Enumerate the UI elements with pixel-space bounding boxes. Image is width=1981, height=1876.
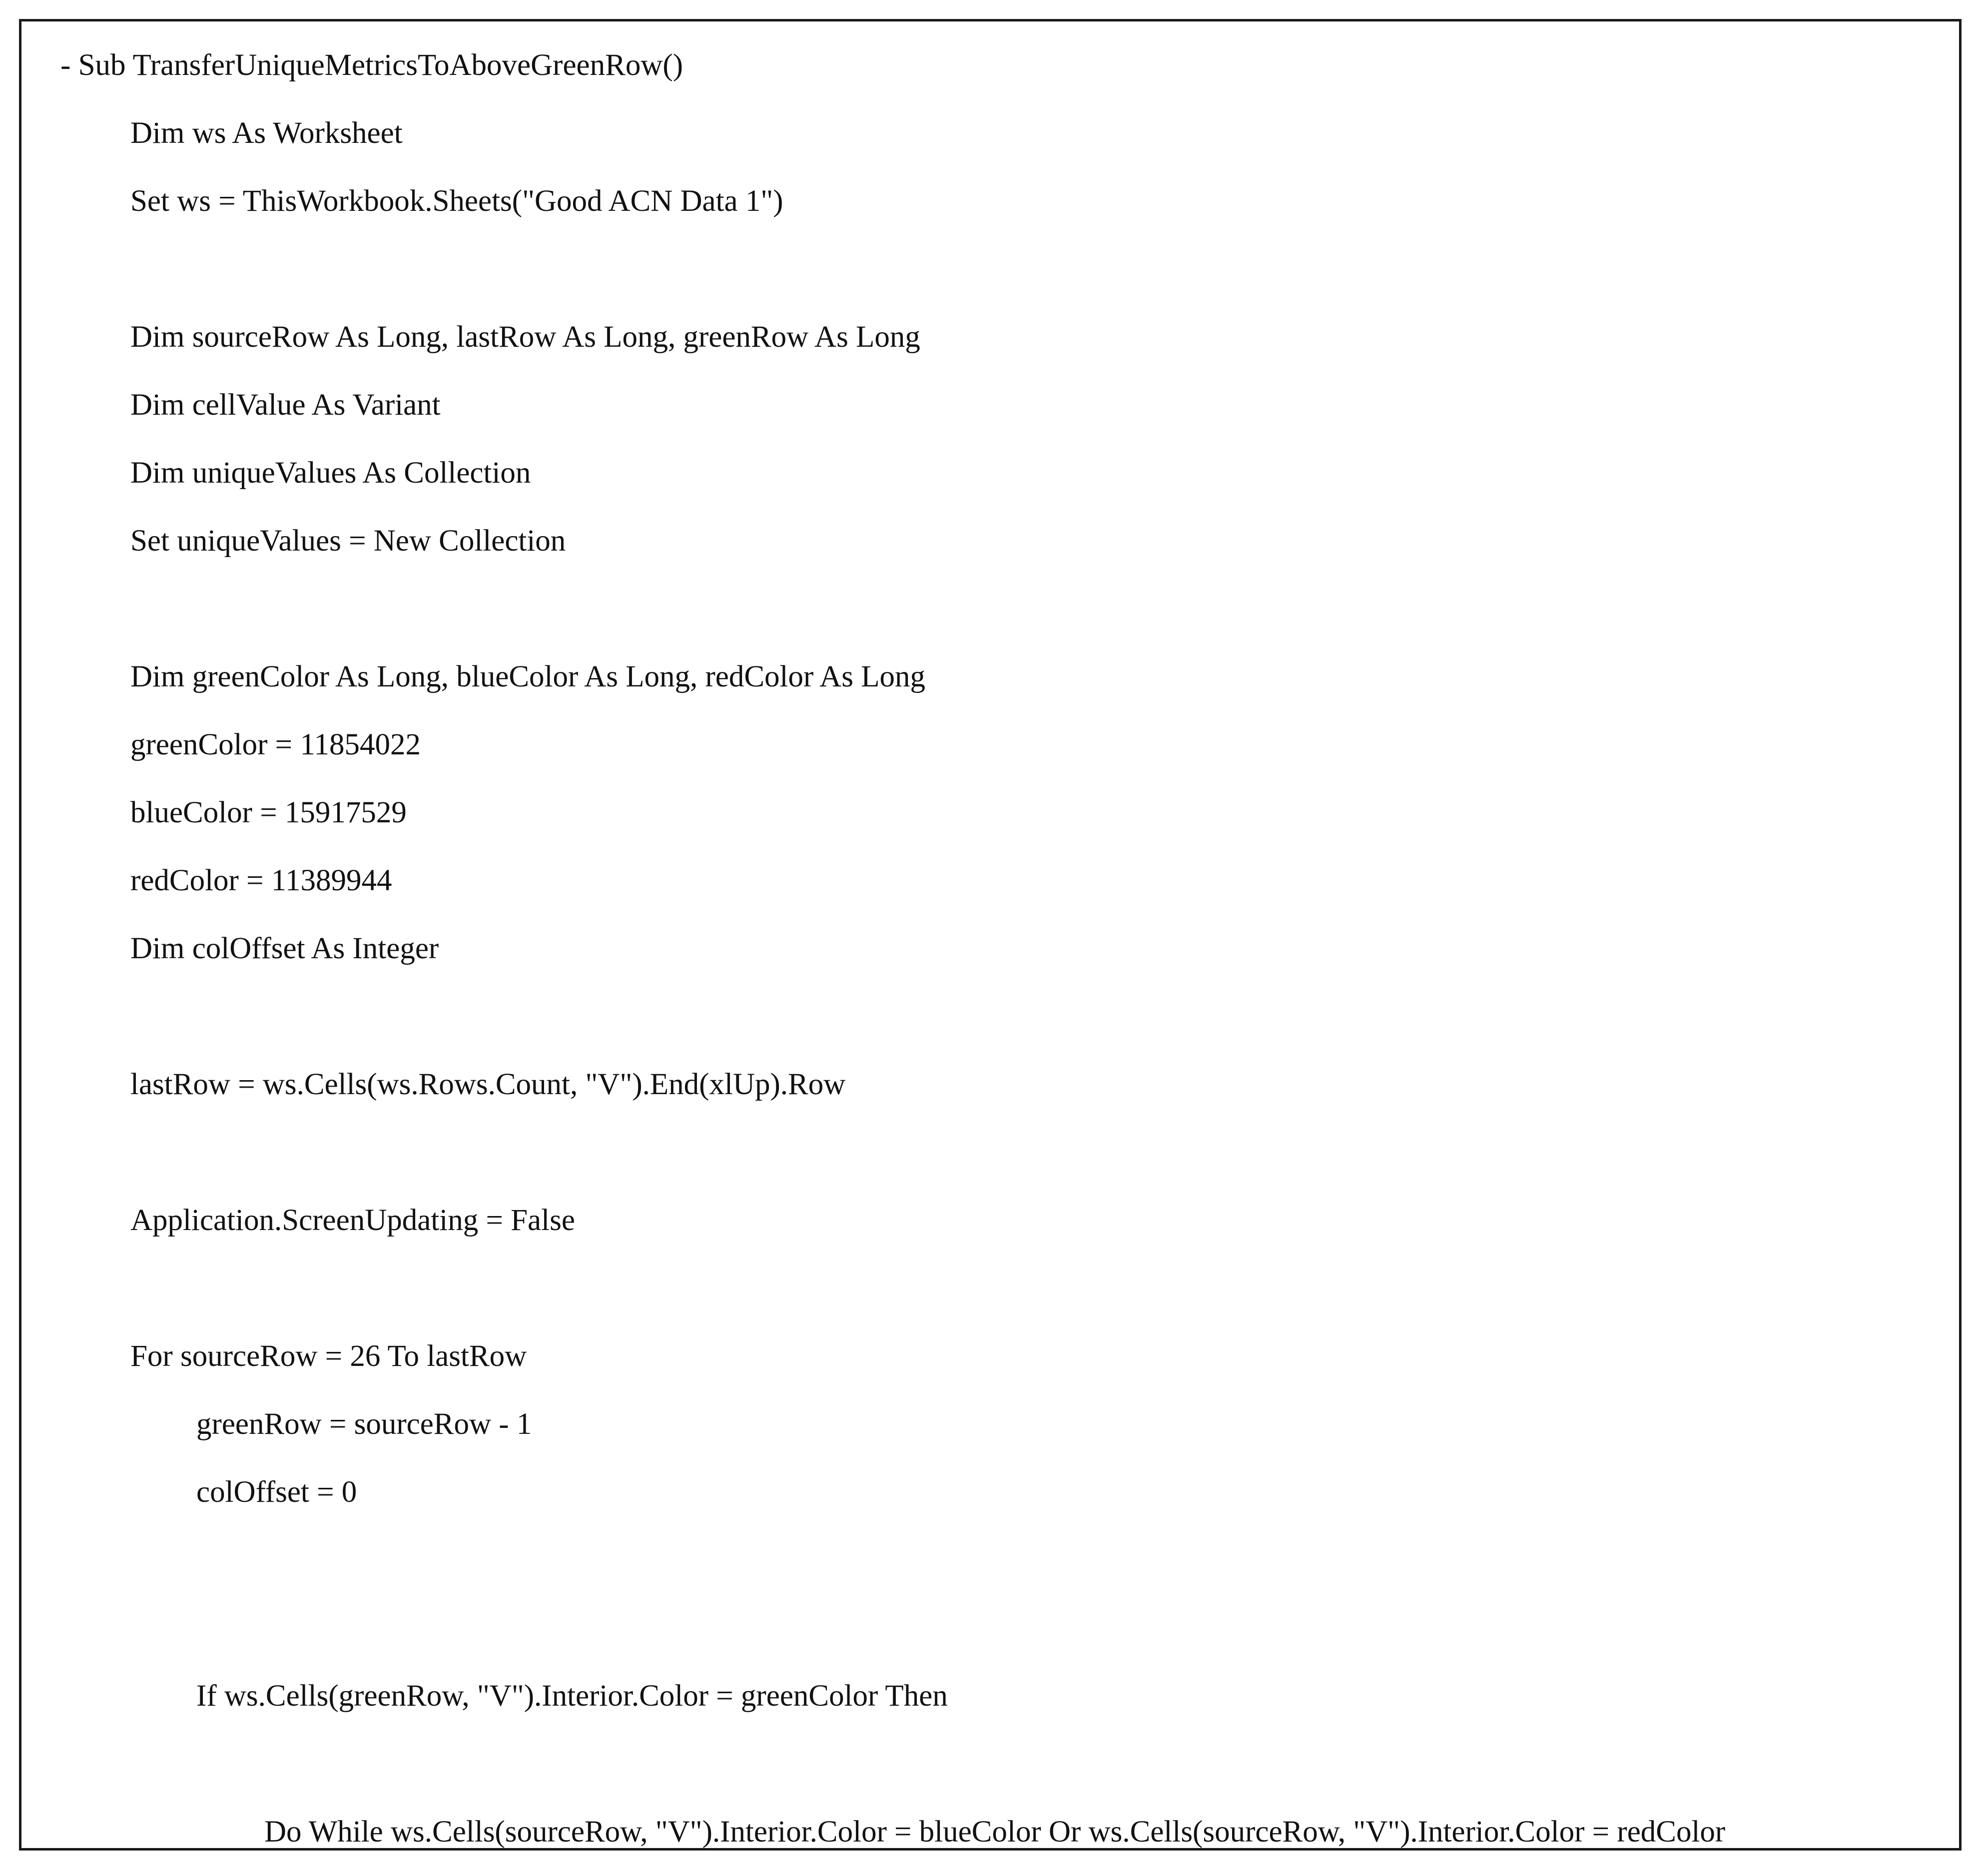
code-line-dim-coloffset: Dim colOffset As Integer [130,932,439,965]
code-line-for-loop: For sourceRow = 26 To lastRow [130,1339,527,1373]
code-line-lastrow: lastRow = ws.Cells(ws.Rows.Count, "V").End(xlUp).Row [130,1068,846,1101]
code-line-redcolor: redColor = 11389944 [130,864,392,897]
code-line-do-while: Do While ws.Cells(sourceRow, "V").Interior.Color = blueColor Or ws.Cells(sourceRow, "V").Interior.Color = redColor [264,1815,1726,1849]
code-line-coloffset-assign: colOffset = 0 [196,1475,357,1509]
code-line-set-uniquevalues: Set uniqueValues = New Collection [130,524,566,558]
code-line-dim-rows: Dim sourceRow As Long, lastRow As Long, greenRow As Long [130,320,920,354]
code-line-greenrow-assign: greenRow = sourceRow - 1 [196,1407,532,1441]
code-line-dim-uniquevalues: Dim uniqueValues As Collection [130,456,531,490]
code-line-greencolor: greenColor = 11854022 [130,728,421,761]
code-line-bluecolor: blueColor = 15917529 [130,796,407,829]
code-line-dim-cellvalue: Dim cellValue As Variant [130,388,441,422]
code-line-set-ws: Set ws = ThisWorkbook.Sheets("Good ACN Data 1") [130,184,783,218]
code-line-dim-colors: Dim greenColor As Long, blueColor As Long, redColor As Long [130,660,925,693]
code-line-sub-declaration: - Sub TransferUniqueMetricsToAboveGreenRow() [60,48,683,82]
code-line-dim-ws: Dim ws As Worksheet [130,116,403,150]
code-line-if-green: If ws.Cells(greenRow, "V").Interior.Color = greenColor Then [196,1679,948,1713]
code-line-screenupdating: Application.ScreenUpdating = False [130,1204,575,1237]
code-document-frame [19,19,1962,1851]
